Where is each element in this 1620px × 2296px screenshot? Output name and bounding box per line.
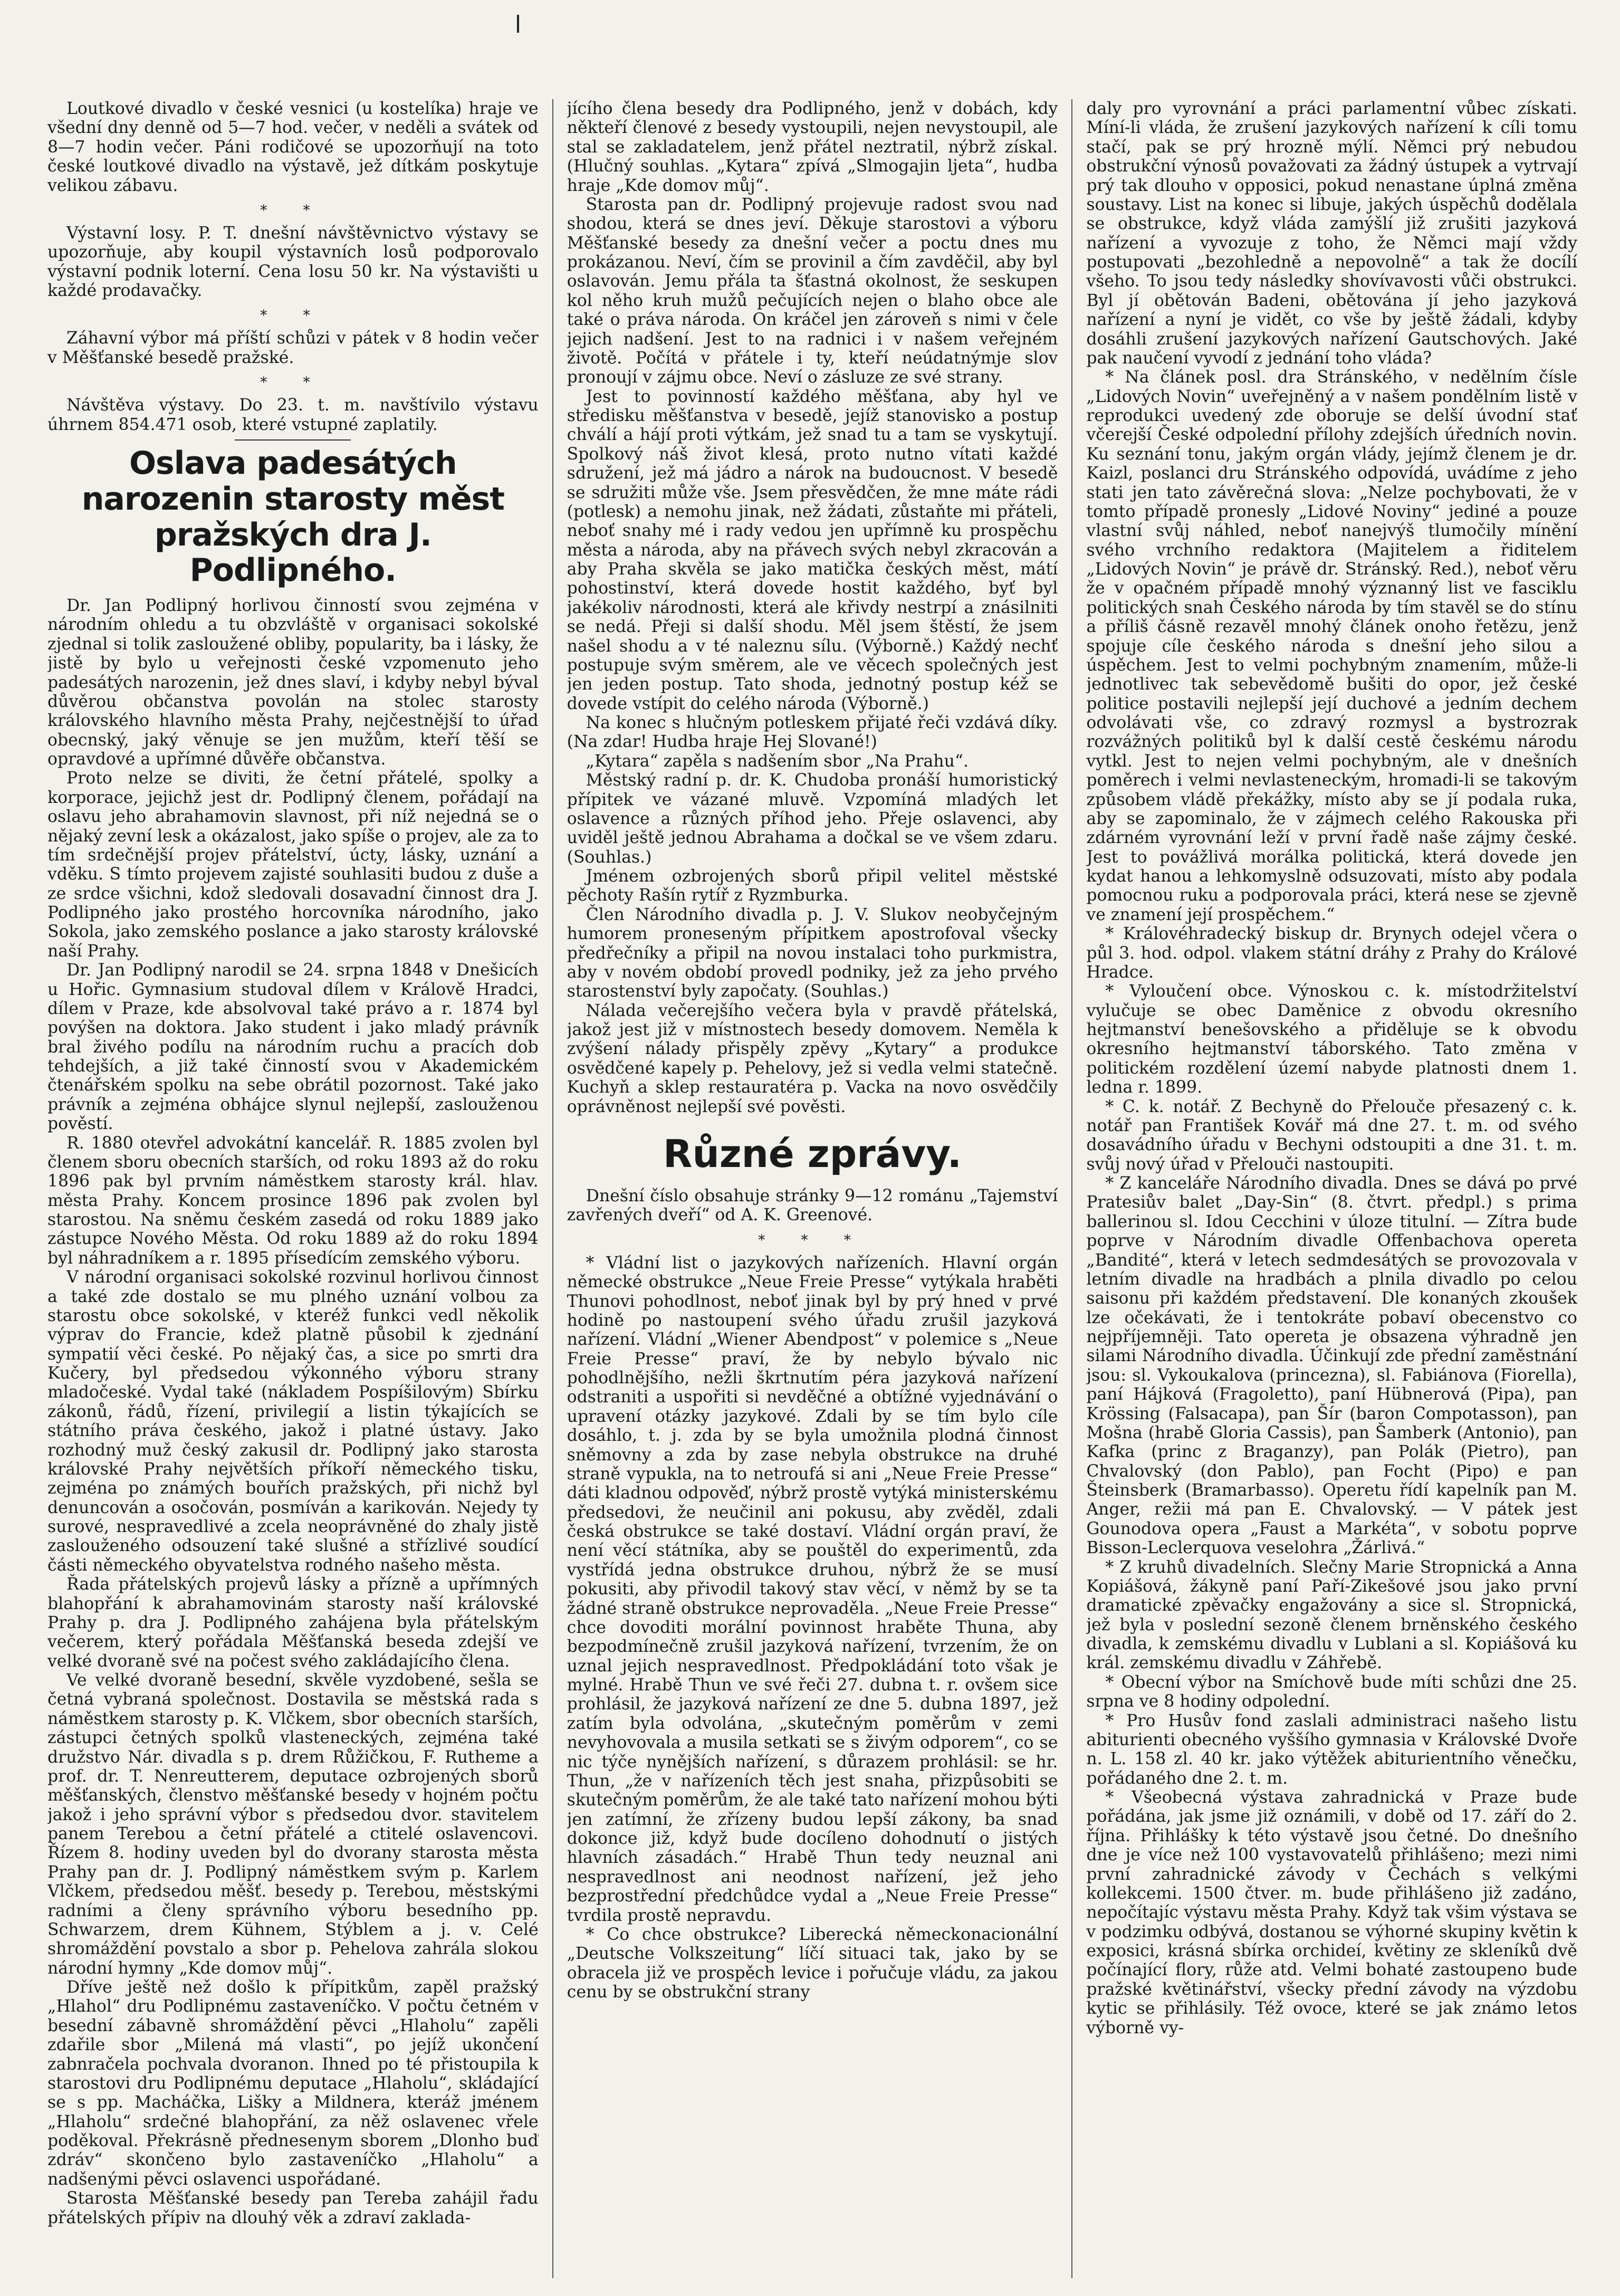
article-paragraph: Starosta Měšťanské besedy pan Tereba zahájil řadu přátelských přípiv na dlouhý věk a zdraví zaklada- [47, 2189, 539, 2227]
article-paragraph: Záhavní výbor má příští schůzi v pátek v 8 hodin večer v Měšťanské besedě pražské. [47, 329, 539, 367]
article-paragraph: Návštěva výstavy. Do 23. t. m. navštívilo výstavu úhrnem 854.471 osob, které vstupné zaplatily. [47, 396, 539, 434]
article-paragraph: Řada přátelských projevů lásky a přízně a upřímných blahopřání k abrahamovinám starosty naší královské Prahy p. dra J. Podlipného zahájena byla přátelským večerem, který pořádala Měšťanská beseda zdejší ve velké dvoraně své na počest svého zakládajícího člena. [47, 1575, 539, 1671]
article-paragraph: Loutkové divadlo v české vesnici (u kostelíka) hraje ve všední dny denně od 5—7 hod. večer, v neděli a svátek od 8—7 hodin večer. Páni rodičové se upozorňují na toto české loutkové divadlo na výstavě, jež dítkám poskytuje velikou zábavu. [47, 99, 539, 195]
article-paragraph: Na konec s hlučným potleskem přijaté řeči vzdává díky. (Na zdar! Hudba hraje Hej Slované!) [567, 713, 1058, 752]
column-3 [1086, 99, 1577, 2283]
article-paragraph: * C. k. notář. Z Bechyně do Přelouče přesazený c. k. notář pan František Kovář má dne 27. t. m. od svého dosavádního úřadu v Bechyni odstoupiti a dne 31. t. m. svůj nový úřad v Přelouči nastoupiti. [1086, 1097, 1578, 1174]
article-paragraph: Nálada večerejšího večera byla v pravdě přátelská, jakož jest již v místnostech besedy domovem. Neměla k zvýšení nálady přispěly zpěvy „Kytary“ a produkce osvědčené kapely p. Pehelovy, jež si vedla velmi statečně. Kuchyň a sklep restauratéra p. Vacka na novo osvědčily oprávněnost nejlepší své pověsti. [567, 1001, 1058, 1116]
article-paragraph: V národní organisaci sokolské rozvinul horlivou činnost a také zde dostalo se mu plného uznání volbou za starostu obce sokolské, v kteréž funkci vedl několik výprav do Francie, kdež platně působil k zjednání sympatií věci české. Po nějaký čas, a sice po smrti dra Kučery, byl předsedou výkonného výboru strany mladočeské. Vydal také (nákladem Pospíšilovým) Sbírku zákonů, řádů, řízení, privilegií a listin týkajících se státního práva českého, jakož i platné ústavy. Jako rozhodný muž český zakusil dr. Podlipný jako starosta královské Prahy největších příkoří německého tisku, zejména po známých bouřích pražských, při nichž byl denuncován a osočován, posmíván a karikován. Nejedy ty surové, nespravedlivé a zcela neoprávněné do zhaly jistě zaslouženého odsouzení také slušné a střízlivé soudící části německého obyvatelstva rodného našeho města. [47, 1268, 539, 1575]
article-paragraph: daly pro vyrovnání a práci parlamentní vůbec získati. Míní-li vláda, že zrušení jazykových nařízení k cíli tomu stačí, pak se prý hrozně mýlí. Němci prý nebudou obstrukční výnosů považovati za žádný ústupek a vytrvají prý tak dlouho v opposici, pokud nenastane úplná změna soustavy. List na konec si libuje, jakých úspěchů dodělala se obstrukce, když vláda zamýšlí již zrušiti jazyková nařízení a vyvozuje z toho, že Němci mají vždy postupovati „bezohledně a nepovolně“ a tak že docílí všeho. To jsou tedy následky shovívavosti vůči obstrukci. Byl jí obětován Badeni, obětována jí jeho jazyková nařízení a nyní je vidět, co vše by ještě žádali, kdyby dosáhli zrušení jazykových nařízení Gautschových. Jaké pak naučení vyvodí z jednání toho vláda? [1086, 99, 1578, 368]
article-paragraph: Dříve ještě než došlo k přípitkům, zapěl pražský „Hlahol“ dru Podlipnému zastaveníčko. V počtu četném v besední zábavně shromáždění pěvci „Hlaholu“ zapěli zdařile sbor „Milená má vlasti“, po jejíž ukončení zabnračela pochvala dvoranon. Ihned po té přistoupila k starostovi dru Podlipnému deputace „Hlaholu“, skládající se s pp. Macháčka, Lišky a Mildnera, kteráž jménem „Hlaholu“ srdečné blahopřání, za něž oslavenec vřele poděkoval. Překrásně přednesenym sborem „Dlonho buď zdráv“ skončeno bylo zastaveníčko „Hlaholu“ a nadšenými pěvci oslavenci uspořádané. [47, 1978, 539, 2189]
column-rule [552, 99, 553, 2278]
article-headline: Oslava padesátých narozenin starosty měst pražských dra J. Podlipného. [81, 444, 504, 589]
article-paragraph: * Vládní list o jazykových nařízeních. Hlavní orgán německé obstrukce „Neue Freie Presse“ vytýkala hraběti Thunovi pohodlnost, neboť jinak byl by prý hned v prvé hodině po nastoupení svého úřadu zrušil jazyková nařízení. Vládní „Wiener Abendpost“ v polemice s „Neue Freie Presse“ praví, že by nebylo bývalo nic pohodlnějšího, nežli škrtnutím péra jazyková nařízení odstraniti a uspořiti si nevděčné a obtížné vyjednávání o upravení otázky jazykové. Zdali by se tím bylo cíle dosáhlo, t. j. zda by se byla umožnila plodná činnost sněmovny a zda by zase nebyla obstrukce na druhé straně vypukla, na to netroufá si ani „Neue Freie Presse“ dáti kladnou odpověď, nýbrž prostě vytýká ministerskému předsedovi, že neučinil ani pokusu, aby zvěděl, zdali česká obstrukce se také dostaví. Vládní orgán praví, že není věcí státníka, aby se pouštěl do experimentů, zda vystřídá jedna obstrukce druhou, nýbrž že se musí pokusiti, aby přivodil takový stav věcí, v němž by se ta žádné straně obstrukce neprovaděla. „Neue Freie Presse“ chce dovoditi morální povinnost hraběte Thuna, aby bezpodmínečně zrušil jazyková nařízení, tvrzením, že on uznal jejich nespravedlnost. Předpokládání toto však je mylné. Hrabě Thun ve své řeči 27. dubna t. r. ovšem sice prohlásil, že jazyková nařízení ze dne 5. dubna 1897, jež zatím byla odvolána, „skutečným poměrům v zemi nevyhovovala a musila setkati se s živým odporem“, co se nic týče nynějších nařízení, s důrazem prohlásil: se hr. Thun, „že v nařízeních těch jest snaha, přizpůsobiti se skutečným poměrům, že ale také tato nařízení mohou býti jen zatímní, že zřízeny budou lepší zákony, ba snad dokonce již, když bude docíleno dohodnutí o jistých hlavních zásadách.“ Hrabě Thun tedy neuznal ani nespravedlnost ani neodnost nařízení, jež jeho bezprostřední předchůdce vydal a „Neue Freie Presse“ tvrdila prostě nepravdu. [567, 1253, 1058, 1925]
section-separator: * * [260, 308, 326, 324]
article-paragraph: „Kytara“ zapěla s nadšením sbor „Na Prahu“. [586, 751, 969, 771]
article-paragraph: Dnešní číslo obsahuje stránky 9—12 románu „Tajemství zavřených dveří“ od A. K. Greenové. [567, 1187, 1058, 1225]
article-paragraph: * Všeobecná výstava zahradnická v Praze bude pořádána, jak jsme již oznámili, v době od 17. září do 2. října. Přihlášky k této výstavě jsou četné. Do dnešního dne je více než 100 vystavovatelů přihlášeno; mezi nimi první zahradnické závody v Čechách s velkými kollekcemi. 1500 čtver. m. bude přihlášeno již zadáno, nepočítajíc výstavu města Prahy. Když tak všim výstava se v podzimku odbývá, dostanou se výhorné skupiny květin k exposici, krásná sbírka orchideí, květiny ze skleníků dvě počínající flory, růže atd. Velmi bohaté zastoupeno bude pražské květinářství, všecky přední závody na výzdobu kytic se přihlásily. Též ovoce, které se jak známo letos výborně vy- [1086, 1788, 1578, 2037]
section-separator: * * [260, 202, 326, 218]
newspaper-page [47, 99, 1577, 2283]
article-paragraph: * Z kruhů divadelních. Slečny Marie Stropnická a Anna Kopiášová, žákyně paní Paří-Zikešové jsou jako první dramatické zpěvačky engažovány a sice sl. Stropnická, jež byla v poslední sezoně členem brněnského českého divadla, k zemskému divadlu v Lublani a sl. Kopiášová ku král. zemskému divadlu v Záhřebě. [1086, 1557, 1578, 1673]
article-paragraph: * Královéhradecký biskup dr. Brynych odejel včera o půl 3. hod. odpol. vlakem státní dráhy z Prahy do Králové Hradce. [1086, 924, 1578, 982]
article-paragraph: jícího člena besedy dra Podlipného, jenž v dobách, kdy někteří členové z besedy vystoupili, nejen nevystoupil, ale stal se zakladatelem, jenž přátel neztratil, nýbrž získal. (Hlučný souhlas. „Kytara“ zpívá „Slmogajin ljeta“, hudba hraje „Kde domov můj“. [567, 99, 1058, 195]
column-rule [1071, 99, 1072, 2278]
column-2 [567, 99, 1058, 2283]
short-rule [235, 439, 351, 441]
article-paragraph: * Z kanceláře Národního divadla. Dnes se dává po prvé Pratesiův balet „Day-Sin“ (8. čtvrt. předpl.) s prima ballerinou sl. Idou Cecchini v úloze titulní. — Zítra bude poprve v Národním divadle Offenbachova opereta „Bandité“, která v letech sedmdesátých se provozovala v letním divadle na hradbách a plnila divadlo po celou saisonu při každém představení. Dle konaných zkoušek lze očekávati, že i tentokráte pobaví obecenstvo co nejpříjemněji. Tato opereta je obsazena výhradně jen silami Národního divadla. Účinkují zde přední zaměstnání jsou: sl. Vykoukalova (princezna), sl. Fabiánova (Fiorella), paní Hájková (Fragoletto), paní Hübnerová (Pipa), pan Krössing (Falsacapa), pan Šír (baron Compotasson), pan Mošna (hrabě Gloria Cassis), pan Šamberk (Antonio), pan Kafka (princ z Braganzy), pan Polák (Pietro), pan Chvalovský (don Pablo), pan Focht (Pipo) e pan Šteinsberk (Bramarbasso). Operetu řídí kapelník pan M. Anger, režii má pan E. Chvalovský. — V pátek jest Gounodova opera „Faust a Markéta“, v sobotu poprve Bisson-Leclerquova veselohra „Žárlivá.“ [1086, 1174, 1578, 1558]
section-separator: * * [260, 375, 326, 391]
article-paragraph: Ve velké dvoraně besední, skvěle vyzdobené, sešla se četná vybraná společnost. Dostavila se městská rada s náměstkem starosty p. K. Vlčkem, sbor obecních starších, zástupci četných spolků vlasteneckých, zejména také družstvo Nár. divadla s p. drem Růžičkou, F. Rutheme a prof. dr. T. Nenreutterem, deputace ozbrojených sborů měšťanských, členstvo měšťanské besedy v hojném počtu jakož i jeho správní výbor s předsedou dvor. stavitelem panem Terebou a četní přátelé a ctitelé oslavencovi. Řízem 8. hodiny uveden byl do dvorany starosta města Prahy pan dr. J. Podlipný náměstkem svým p. Karlem Vlčkem, předsedou měšť. besedy p. Terebou, městskými radními a členy správního výboru besedního pp. Schwarzem, drem Kühnem, Stýblem a j. v. Celé shromáždění povstalo a sbor p. Pehelova zahrála slokou národní hymny „Kde domov můj“. [47, 1671, 539, 1978]
article-paragraph: * Pro Husův fond zaslali administraci našeho listu abiturienti obecného vyššího gymnasia v Královské Dvoře n. L. 158 zl. 40 kr. jako výtěžek abiturientního věnečku, pořádaného dne 2. t. m. [1086, 1711, 1578, 1788]
article-paragraph: Jménem ozbrojených sborů připil velitel městské pěchoty Rašín rytíř z Ryzmburka. [567, 867, 1058, 905]
article-paragraph: Dr. Jan Podlipný narodil se 24. srpna 1848 v Dnešicích u Hořic. Gymnasium studoval dílem v Králově Hradci, dílem v Praze, kde absolvoval také právo a r. 1874 byl povýšen na doktora. Jako student i jako mladý právník bral živého podílu na národním ruchu a pracích dob tehdejších, a již také činností svou v Akademickém čtenářském spolku na sebe obrátil pozornost. Také jako právník a zejména obhájce slynul nejlepší, zaslouženou pověstí. [47, 961, 539, 1134]
article-paragraph: R. 1880 otevřel advokátní kancelář. R. 1885 zvolen byl členem sboru obecních starších, od roku 1893 až do roku 1896 pak byl prvním náměstkem starosty král. hlav. města Prahy. Koncem prosince 1896 pak zvolen byl starostou. Na sněmu českém zasedá od roku 1889 jako zástupce Nového Města. Od roku 1889 až do roku 1894 byl náhradníkem a r. 1895 přísedícím zemského výboru. [47, 1133, 539, 1268]
article-paragraph: Výstavní losy. P. T. dnešní návštěvnictvo výstavy se upozorňuje, aby koupil výstavních losů podporovalo výstavní podnik loterní. Cena losu 50 kr. Na výstavišti u každé prodavačky. [47, 223, 539, 301]
section-title: Různé zprávy. [663, 1131, 962, 1176]
section-separator: * * * [758, 1232, 867, 1248]
article-paragraph: Člen Národního divadla p. J. V. Slukov neobyčejným humorem proneseným přípitkem apostrofoval všecky předřečníky a připil na novou instalaci toho purkmistra, aby v novém období provedl podniky, jež za jeho prvého starostenství byly započaty. (Souhlas.) [567, 905, 1058, 1001]
article-paragraph: Městský radní p. dr. K. Chudoba pronáší humoristický přípitek ve vázané mluvě. Vzpomíná mladých let oslavence a různých příhod jeho. Přeje oslavenci, aby uviděl ještě jednou Abrahama a dočkal se ve všem zdaru. (Souhlas.) [567, 771, 1058, 867]
article-paragraph: * Vyloučení obce. Výnoskou c. k. místodržitelství vylučuje se obec Daměnice z obvodu okresního hejtmanství benešovského a přiděluje se k obvodu okresního hejtmanství táborského. Tato změna v politickém rozdělení území nabyde platnosti dnem 1. ledna r. 1899. [1086, 982, 1578, 1097]
page-top-mark [517, 15, 519, 33]
article-paragraph: * Co chce obstrukce? Liberecká německonacionální „Deutsche Volkszeitung“ líčí situaci tak, jako by se obracela již ve prospěch levice i pořučuje vládu, za jakou cenu by se obstrukční strany [567, 1925, 1058, 2002]
article-paragraph: Dr. Jan Podlipný horlivou činností svou zejména v národním ohledu a tu obzvláště v organisaci sokolské zjednal si tolik zasloužené obliby, popularity, ba i lásky, že jistě by bylo u veřejnosti české vzpomenuto jeho padesátých narozenin, jež dnes slaví, i kdyby nebyl býval důvěrou občanstva povolán na stolec starosty královského hlavního města Prahy, nejčestnější to úřad obecnský, jaký věnuje se jen mužům, kteří těší se opravdové a upřímné důvěře občanstva. [47, 596, 539, 769]
column-1 [47, 99, 539, 2283]
article-paragraph: Proto nelze se diviti, že četní přátelé, spolky a korporace, jejichž jest dr. Podlipný členem, pořádají na oslavu jeho abrahamovin slavnost, při níž nejedná se o nějaký zevní lesk a okázalost, jako spíše o projev, ale za to tím srdečnější projev přátelství, úcty, lásky, uznání a vděku. S tímto projevem zajisté souhlasiti budou z duše a ze srdce všichni, kdož sledovali dosavadní činnost dra J. Podlipného jako prostého horcovníka národního, jako Sokola, jako zemského poslance a jako starosty královské naší Prahy. [47, 769, 539, 961]
article-paragraph: Starosta pan dr. Podlipný projevuje radost svou nad shodou, která se dnes jeví. Děkuje starostovi a výboru Měšťanské besedy za dnešní večer a poctu dnes mu prokázanou. Neví, čím se provinil a čím zavděčil, aby byl oslavován. Jemu přála ta šťastná okolnost, že seskupen kol něho kruh mužů pečujících nejen o blaho obce ale také o práva národa. On kráčel jen zároveň s nimi v čele jejich nadšení. Jest to na radnici i v našem veřejném životě. Počítá v přátele i ty, kteří neúdatnýmje slov pronoují v zájmu obce. Neví o zásluze ze své strany. [567, 195, 1058, 387]
article-paragraph: * Obecní výbor na Smíchově bude míti schůzi dne 25. srpna ve 8 hodiny odpolední. [1086, 1672, 1578, 1711]
article-paragraph: Jest to povinností každého měšťana, aby hyl ve středisku měšťanstva v besedě, jejíž stanovisko a postup chválí a hájí proti výtkám, jež snad tu a tam se vyskytují. Spolkový náš život klesá, proto nutno vítati každé sdružení, jež má jádro a nárok na budoucnost. V besedě se sdružiti může vše. Jsem přesvědčen, že mne máte rádi (potlesk) a nemohu jinak, než žádati, zůstaňte mi přáteli, neboť snahy mé i rady vedou jen upřímně ku prospěchu města a národa, aby na přávech svých nebyl zkracován a aby Praha skvěla se jako matička českých měst, mátí pohostinství, která dovede hostit každého, byť byl jakékoliv národnosti, která ale křivdy nestrpí a znásilniti se nedá. Přeji si další shodu. Měl jsem štěstí, že jsem našel shodu a v té naleznu sílu. (Výborně.) Každý nechť postupuje svým směrem, ale ve věcech společných jest jen jeden postup. Tato shoda, jednotný postup kéž se dovede vstípit do celého národa (Výborně.) [567, 387, 1058, 713]
article-paragraph: * Na článek posl. dra Stránského, v nedělním čísle „Lidových Novin“ uveřejněný a v našem pondělním listě v reprodukci uvedený zde oboruje se delší úvodní stať včerejší České odpolední přílohy zdejších úředních novin. Ku seznání tonu, jakým orgán vlády, jejímž členem je dr. Kaizl, poslanci dru Stránského odpovídá, uvádíme z jeho stati jen tato závěrečná slova: „Nelze pochybovati, že v tomto případě pronesly „Lidové Noviny“ jediné a pouze vlastní svůj náhled, neboť nanejvýš tlumočily mínění svého vrchního redaktora (Majitelem a řiditelem „Lidových Novin“ je právě dr. Stránský. Red.), neboť věru že v opačném případě mnohý význanný list ve fasciklu politických snah Českého národa by tím stavěl se do stínu a příliš čásně rezavěl mnohý článek onoho řetězu, jenž spojuje cíle českého národa s dnešní jeho silou a úspěchem. Jest to velmi pochybným znamením, může-li jednotlivec tak sebevědomě bušiti do opor, jež české politice postavili nejlepší její duchové a jedním dechem odvolávati vše, co zdravý rozmysl a bystrozrak rozvážných politiků byl k další cestě českému národu vytkl. Jest to nejen velmi pochybným, ale v dnešních poměrech i velmi nevlasteneckým, hromadi-li se takovým způsobem vládě překážky, místo aby se jí podala ruka, aby se zapominalo, že v zájmech celého Rakouska při zdárném vyrovnání leží v první řadě naše zájmy české. Jest to povážlivá morálka politická, která dovede jen kydat hanou a lehkomyslně odsuzovati, místo aby podala pomocnou ruku a podporovala práci, která nese se zjevně ve znamení její prospěchem.“ [1086, 368, 1578, 924]
